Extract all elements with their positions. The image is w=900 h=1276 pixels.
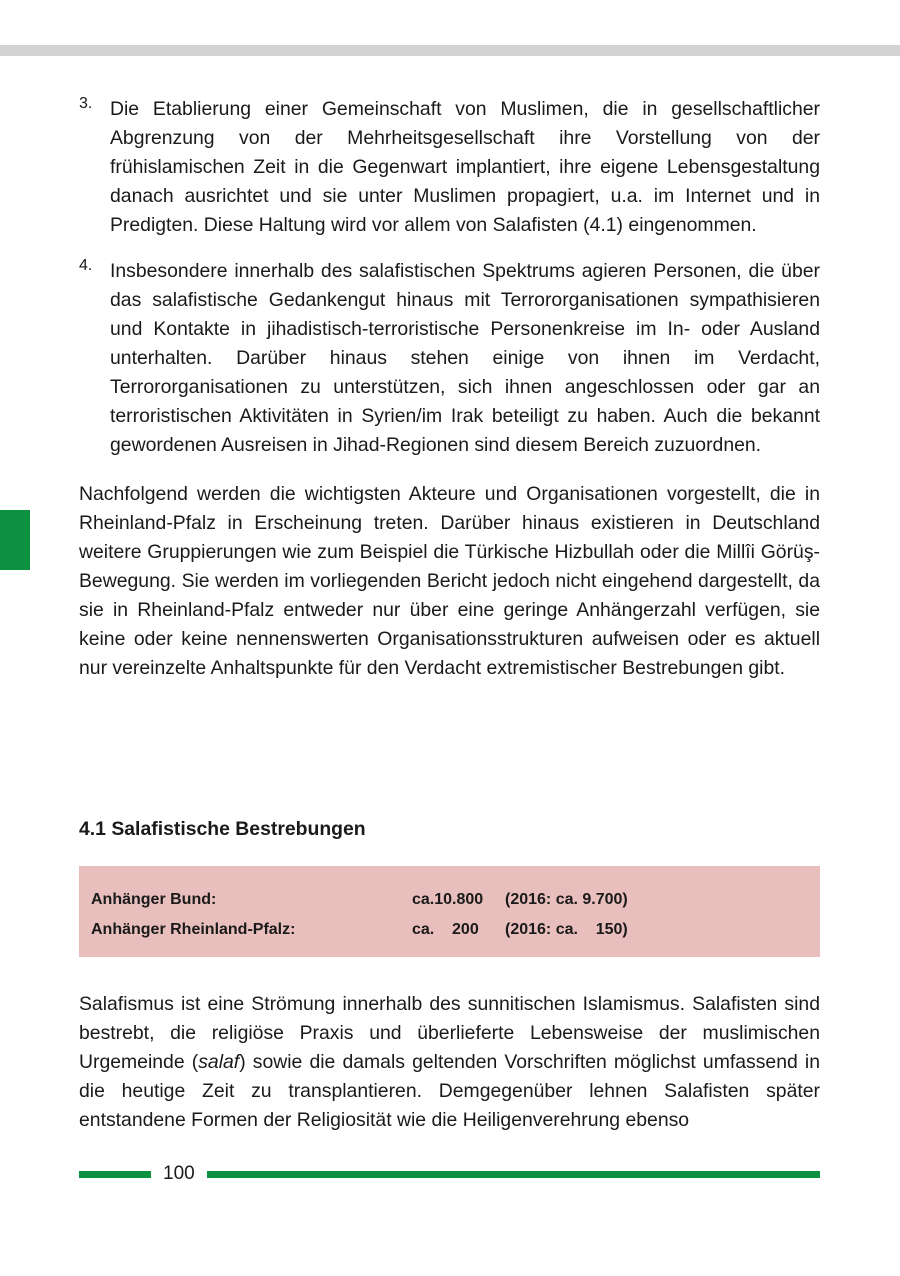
stats-value: ca. 200: [412, 921, 479, 938]
stats-label: Anhänger Bund:: [91, 891, 217, 908]
body-text-start: Salafismus ist eine Strömung innerhalb des sunnitischen Islamismus. Salafisten sind bestrebt, die religiöse Praxis und überlieferte Lebensweise der muslimischen Urgemeinde (: [79, 993, 820, 1073]
list-item-number: 4.: [79, 257, 93, 274]
section-heading: 4.1 Salafistische Bestrebungen: [79, 818, 366, 840]
stats-value: ca.10.800: [412, 891, 484, 908]
page-number: 100: [163, 1163, 195, 1184]
main-content: [79, 95, 820, 683]
numbered-list: [79, 95, 820, 460]
stats-label: Anhänger Rheinland-Pfalz:: [91, 921, 296, 938]
list-item-text: Insbesondere innerhalb des salafistischen Spektrums agieren Personen, die über das salafistische Gedankengut hinaus mit Terrororganisationen sympathisieren und Kontakte in jihadistisch-terroristische Personenkreise im In- oder Ausland unterhalten. Darüber hinaus stehen einige von ihnen im Verdacht, Terrororganisationen zu unterstützen, sich ihnen angeschlossen oder gar an terroristischen Aktivitäten in Syrien/im Irak beteiligt zu haben. Auch die bekannt gewordenen Ausreisen in Jihad-Regionen sind diesem Bereich zuzuordnen.: [110, 260, 820, 456]
chapter-tab-marker: [0, 510, 30, 570]
supporter-stats-box: [79, 866, 820, 957]
page-footer: [79, 1160, 820, 1188]
stats-row-rlp: [91, 915, 808, 945]
list-item: [79, 257, 820, 460]
list-item: [79, 95, 820, 240]
stats-previous: (2016: ca. 150): [505, 921, 628, 938]
top-rule: [0, 45, 900, 56]
body-text-italic-term: salaf: [198, 1051, 240, 1073]
list-item-number: 3.: [79, 95, 93, 112]
list-item-text: Die Etablierung einer Gemeinschaft von Muslimen, die in gesellschaftlicher Abgrenzung von der Mehrheitsgesellschaft ihre Vorstellung von der frühislamischen Zeit in die Gegenwart implantiert, ihre eigene Lebensgestaltung danach ausrichtet und sie unter Muslimen propagiert, u.a. im Internet und in Predigten. Diese Haltung wird vor allem von Salafisten (4.1) eingenommen.: [110, 98, 820, 236]
footer-bar-right: [207, 1171, 820, 1178]
body-text-end: ) sowie die damals geltenden Vorschriften möglichst umfassend in die heutige Zeit zu transplantieren. Demgegenüber lehnen Salafisten später entstandene Formen der Religiosität wie die Heiligenverehrung ebenso: [79, 1051, 820, 1131]
stats-previous: (2016: ca. 9.700): [505, 891, 628, 908]
body-paragraph-text: [79, 990, 820, 1135]
footer-bar-left: [79, 1171, 151, 1178]
stats-row-federal: [91, 885, 808, 915]
body-paragraph: [79, 990, 820, 1135]
intro-paragraph: Nachfolgend werden die wichtigsten Akteure und Organisationen vorgestellt, die in Rheinland-Pfalz in Erscheinung treten. Darüber hinaus existieren in Deutschland weitere Gruppierungen wie zum Beispiel die Türkische Hizbullah oder die Millîi Görüş-Bewegung. Sie werden im vorliegenden Bericht jedoch nicht eingehend dargestellt, da sie in Rheinland-Pfalz entweder nur über eine geringe Anhängerzahl verfügen, sie keine oder keine nennenswerten Organisationsstrukturen aufweisen oder es aktuell nur vereinzelte Anhaltspunkte für den Verdacht extremistischer Bestrebungen gibt.: [79, 483, 820, 679]
